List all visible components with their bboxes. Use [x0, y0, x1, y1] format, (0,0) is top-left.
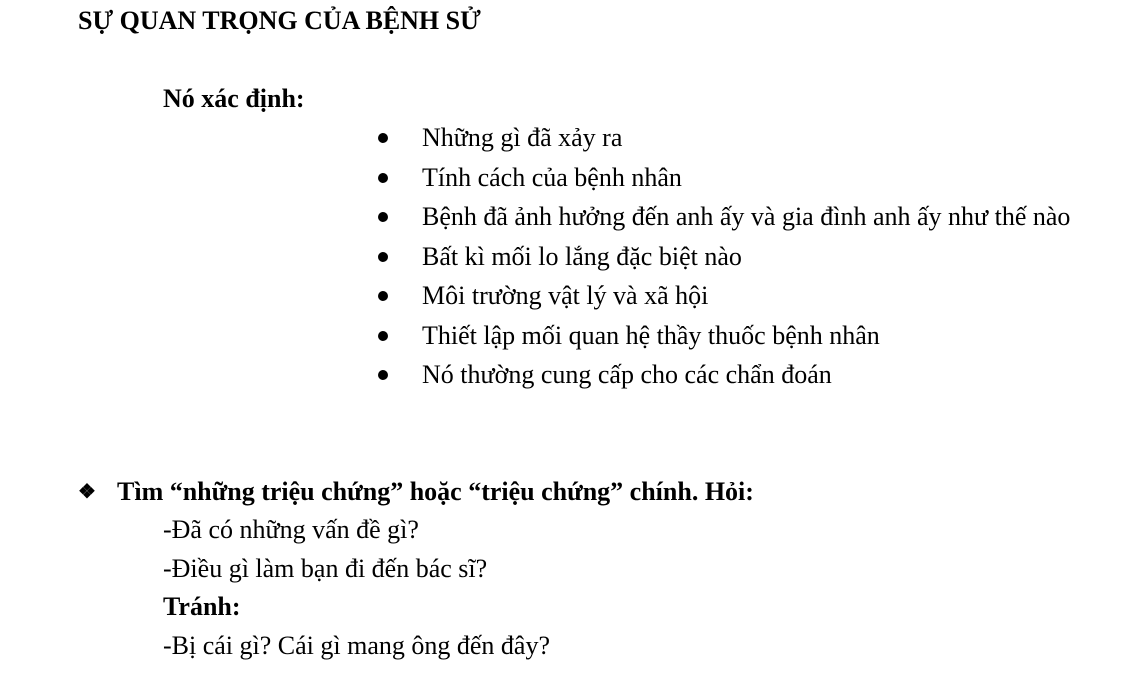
list-item-text: Bệnh đã ảnh hưởng đến anh ấy và gia đình anh ấy như thế nào — [422, 202, 1071, 231]
subheading: Nó xác định: — [163, 84, 305, 113]
list-item-text: Thiết lập mối quan hệ thầy thuốc bệnh nhân — [422, 320, 880, 350]
bullet-dot-icon — [378, 212, 388, 222]
list-item-text: Những gì đã xảy ra — [422, 123, 623, 152]
avoid-label: Tránh: — [163, 592, 241, 621]
four-diamond-bullet-icon: ❖ — [78, 481, 96, 503]
bullet-dot-icon — [378, 173, 388, 183]
bullet-dot-icon — [378, 331, 388, 341]
list-item — [372, 237, 1102, 277]
question-line: -Điều gì làm bạn đi đến bác sĩ? — [163, 553, 488, 583]
list-item-text: Môi trường vật lý và xã hội — [422, 281, 709, 310]
list-item — [372, 118, 1102, 158]
bullet-dot-icon — [378, 252, 388, 262]
list-item-text: Tính cách của bệnh nhân — [422, 162, 682, 192]
question-block — [163, 511, 550, 665]
page-title: SỰ QUAN TRỌNG CỦA BỆNH SỬ — [78, 6, 481, 35]
list-item-text: Bất kì mối lo lắng đặc biệt nào — [422, 241, 742, 271]
list-item — [372, 197, 1102, 237]
bullet-dot-icon — [378, 370, 388, 380]
list-item — [372, 316, 1102, 356]
list-item — [372, 158, 1102, 198]
section-heading — [78, 475, 754, 511]
list-item — [372, 355, 1102, 395]
section-heading-text: Tìm “những triệu chứng” hoặc “triệu chứng” chính. Hỏi: — [117, 477, 754, 506]
list-item — [372, 276, 1102, 316]
avoid-line: -Bị cái gì? Cái gì mang ông đến đây? — [163, 630, 551, 660]
bullet-list — [372, 118, 1102, 395]
list-item-text: Nó thường cung cấp cho các chẩn đoán — [422, 360, 832, 389]
bullet-dot-icon — [378, 133, 388, 143]
question-line: -Đã có những vấn đề gì? — [163, 515, 419, 544]
bullet-dot-icon — [378, 291, 388, 301]
